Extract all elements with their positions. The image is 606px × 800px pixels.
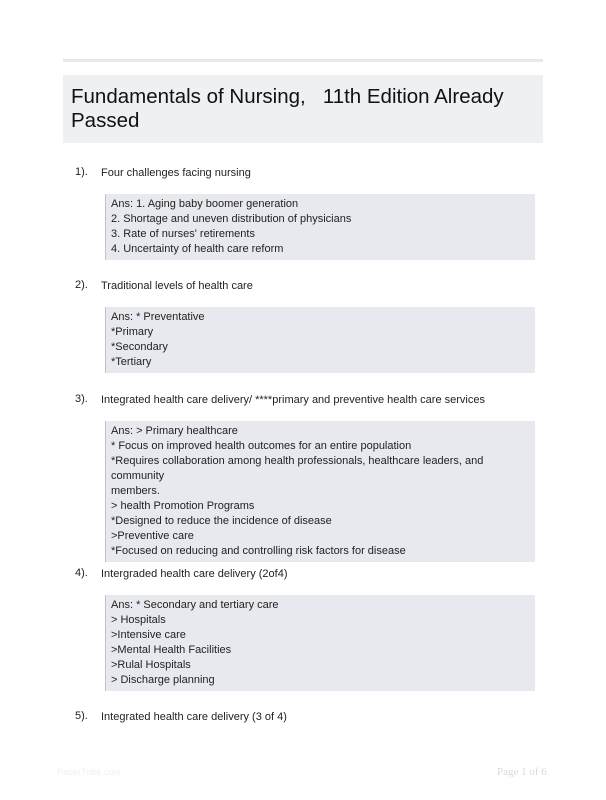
answer-line: > Hospitals	[111, 614, 166, 626]
question-number: 3).	[75, 393, 88, 405]
answer-line: 2. Shortage and uneven distribution of physicians	[111, 213, 352, 225]
page-number: Page 1 of 6	[497, 766, 547, 778]
question-block-4	[63, 567, 543, 691]
question-text: Four challenges facing nursing	[101, 167, 251, 179]
answer-line: > health Promotion Programs	[111, 500, 255, 512]
answer-line: *Designed to reduce the incidence of disease	[111, 515, 332, 527]
answer-line: Ans: > Primary healthcare	[111, 425, 238, 437]
document-title: Fundamentals of Nursing, 11th Edition Already Passed	[71, 85, 510, 132]
answer-line: >Rulal Hospitals	[111, 659, 191, 671]
answer-box	[105, 595, 535, 691]
answer-line: >Preventive care	[111, 530, 194, 542]
question-block-1	[63, 166, 543, 260]
answer-line: *Primary	[111, 326, 154, 338]
answer-line: 3. Rate of nurses' retirements	[111, 228, 255, 240]
answer-box	[105, 307, 535, 373]
answer-line: Ans: 1. Aging baby boomer generation	[111, 198, 299, 210]
answer-box	[105, 421, 535, 562]
question-number: 1).	[75, 166, 88, 178]
answer-line: * Focus on improved health outcomes for an entire population	[111, 440, 412, 452]
answer-line: *Tertiary	[111, 356, 152, 368]
footer-watermark: PaperTribe.com	[57, 767, 121, 777]
answer-line: >Mental Health Facilities	[111, 644, 232, 656]
question-text: Integrated health care delivery/ ****primary and preventive health care services	[101, 394, 485, 406]
answer-line: Ans: * Secondary and tertiary care	[111, 599, 279, 611]
question-block-2	[63, 279, 543, 373]
question-number: 5).	[75, 710, 88, 722]
title-banner	[63, 75, 543, 143]
answer-line: > Discharge planning	[111, 674, 215, 686]
answer-line: 4. Uncertainty of health care reform	[111, 243, 284, 255]
answer-line: members.	[111, 485, 160, 497]
question-block-3	[63, 393, 543, 562]
question-text: Integrated health care delivery (3 of 4)	[101, 711, 287, 723]
answer-line: >Intensive care	[111, 629, 186, 641]
answer-box	[105, 194, 535, 260]
top-divider	[63, 59, 543, 62]
question-number: 2).	[75, 279, 88, 291]
answer-line: *Secondary	[111, 341, 168, 353]
question-number: 4).	[75, 567, 88, 579]
answer-line: *Requires collaboration among health professionals, healthcare leaders, and community	[111, 455, 484, 482]
question-text: Intergraded health care delivery (2of4)	[101, 568, 288, 580]
question-block-5	[63, 710, 543, 730]
question-text: Traditional levels of health care	[101, 280, 253, 292]
answer-line: *Focused on reducing and controlling risk factors for disease	[111, 545, 406, 557]
answer-line: Ans: * Preventative	[111, 311, 205, 323]
